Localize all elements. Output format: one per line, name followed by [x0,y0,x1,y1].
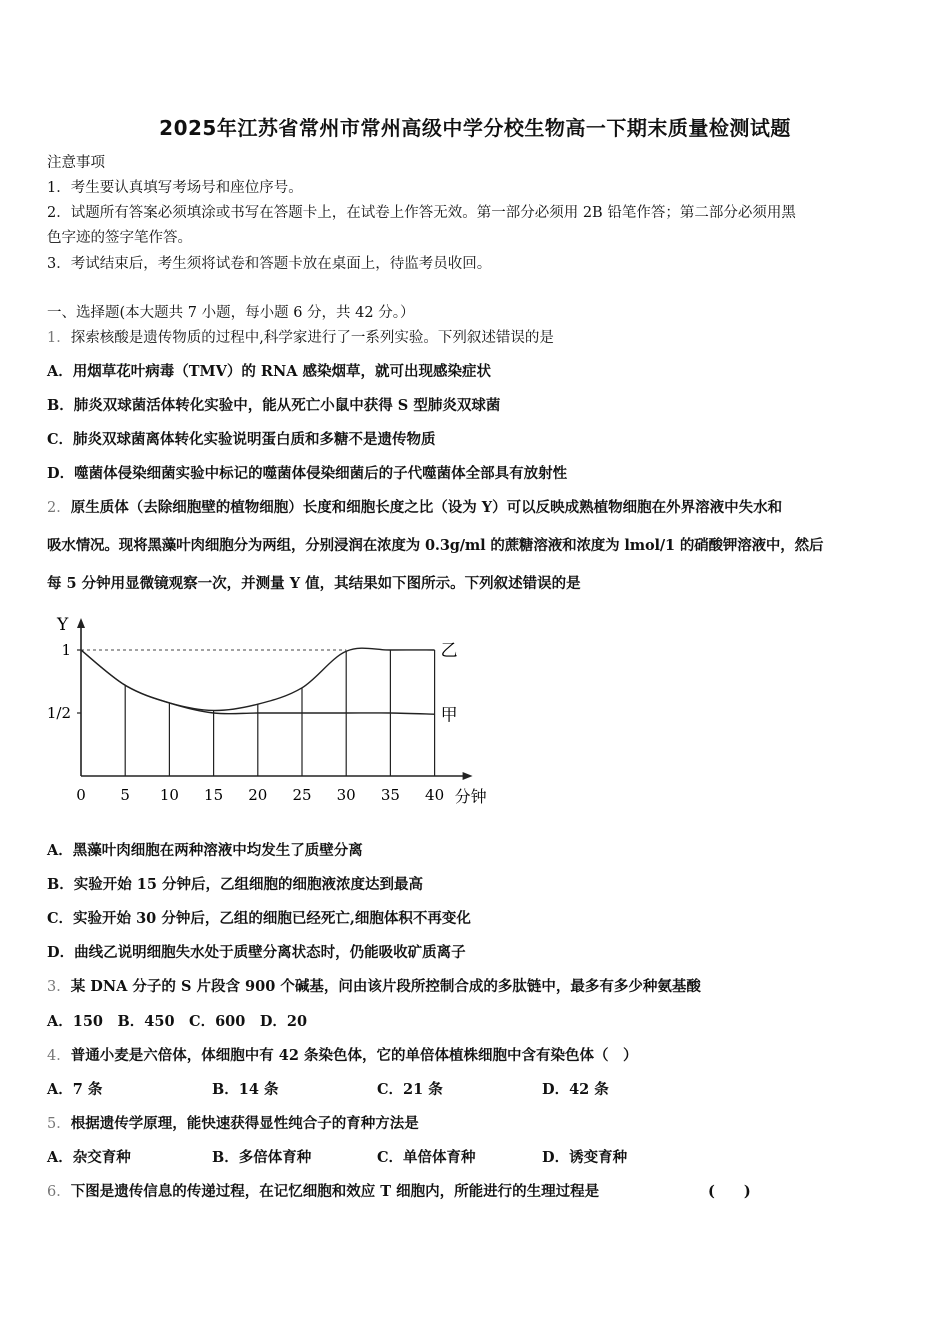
question-stem: 普通小麦是六倍体，体细胞中有 42 条染色体，它的单倍体植株细胞中含有染色体（ ） [70,1047,638,1064]
q4-option-a: A．7 条 [47,1081,103,1098]
question-1 [47,326,554,347]
question-number: 1． [47,330,71,346]
question-6 [47,1180,599,1201]
notice-item: 2．试题所有答案必须填涂或书写在答题卡上，在试卷上作答无效。第一部分必须用 2B 铅笔作答；第二部分必须用黑 [47,205,796,221]
question-stem: 某 DNA 分子的 S 片段含 900 个碱基，问由该片段所控制合成的多肽链中，最多有多少种氨基酸 [70,978,701,995]
x-tick-label: 20 [248,786,268,804]
x-tick-label: 10 [159,786,179,804]
osmosis-chart [44,604,514,814]
question-stem: 根据遗传学原理，能快速获得显性纯合子的育种方法是 [70,1115,419,1132]
x-tick-label: 15 [204,786,224,804]
x-tick-label: 25 [292,786,312,804]
q2-option-a: A．黑藻叶肉细胞在两种溶液中均发生了质壁分离 [47,842,363,859]
y-axis-label: Y [57,615,69,635]
question-number: 2． [47,500,71,516]
series-label: 甲 [440,705,458,726]
x-tick-label: 40 [425,786,445,804]
notice-item: 色字迹的签字笔作答。 [47,230,192,246]
y-tick-label: 1/2 [46,704,71,722]
chart-labels [47,615,487,806]
x-axis-arrow [463,772,473,780]
q2-option-c: C．实验开始 30 分钟后，乙组的细胞已经死亡,细胞体积不再变化 [47,910,471,927]
question-number: 5． [47,1116,71,1132]
q4-option-c: C．21 条 [377,1081,443,1098]
q4-option-b: B．14 条 [212,1081,279,1098]
x-tick-label: 5 [120,786,130,804]
x-tick-label: 30 [336,786,356,804]
q1-option-d: D．噬菌体侵染细菌实验中标记的噬菌体侵染细菌后的子代噬菌体全部具有放射性 [47,465,568,482]
q1-option-c: C．肺炎双球菌离体转化实验说明蛋白质和多糖不是遗传物质 [47,431,436,448]
x-tick-label: 0 [76,786,86,804]
notice-item: 1．考生要认真填写考场号和座位序号。 [47,180,303,196]
q3-options: A．150 B．450 C．600 D．20 [47,1013,308,1030]
q4-option-d: D．42 条 [542,1081,609,1098]
question-number: 3． [47,979,71,995]
y-tick-label: 1 [61,641,71,659]
chart-series [81,648,435,714]
q5-option-b: B．多倍体育种 [212,1149,312,1166]
series-line-yi [81,648,435,710]
q5-option-d: D．诱变育种 [542,1149,628,1166]
question-number: 6． [47,1184,71,1200]
question-5 [47,1112,419,1133]
question-stem: 下图是遗传信息的传递过程，在记忆细胞和效应 T 细胞内，所能进行的生理过程是 [70,1183,600,1200]
page-title: 2025年江苏省常州市常州高级中学分校生物高一下期末质量检测试题 [159,116,791,140]
q1-option-b: B．肺炎双球菌活体转化实验中，能从死亡小鼠中获得 S 型肺炎双球菌 [47,397,501,414]
question-stem: 探索核酸是遗传物质的过程中,科学家进行了一系列实验。下列叙述错误的是 [70,330,554,346]
question-number: 4． [47,1048,71,1064]
q5-option-a: A．杂交育种 [47,1149,131,1166]
q5-option-c: C．单倍体育种 [377,1149,476,1166]
y-axis-arrow [77,618,85,628]
question-stem-line-2: 吸水情况。现将黑藻叶肉细胞分为两组，分别浸润在浓度为 0.3g/ml 的蔗糖溶液和浓度为 lmol/1 的硝酸钾溶液中，然后 [47,537,824,554]
q2-option-b: B．实验开始 15 分钟后，乙组细胞的细胞液浓度达到最高 [47,876,424,893]
question-4 [47,1044,638,1065]
question-stem-line-1: 原生质体（去除细胞壁的植物细胞）长度和细胞长度之比（设为 Y）可以反映成熟植物细胞在外界溶液中失水和 [70,499,783,516]
question-3 [47,975,701,996]
notice-item: 3．考试结束后，考生须将试卷和答题卡放在桌面上，待监考员收回。 [47,256,492,272]
x-axis-label: 分钟 [454,787,487,806]
answer-paren: ( ) [708,1183,751,1200]
series-label: 乙 [440,641,458,661]
notice-heading: 注意事项 [47,155,105,171]
x-tick-label: 35 [380,786,400,804]
q2-option-d: D．曲线乙说明细胞失水处于质壁分离状态时，仍能吸收矿质离子 [47,944,466,961]
q1-option-a: A．用烟草花叶病毒（TMV）的 RNA 感染烟草，就可出现感染症状 [47,363,491,380]
question-2 [47,496,782,517]
question-stem-line-3: 每 5 分钟用显微镜观察一次，并测量 Y 值，其结果如下图所示。下列叙述错误的是 [47,575,581,592]
section-heading: 一、选择题(本大题共 7 小题，每小题 6 分，共 42 分。） [47,305,415,321]
